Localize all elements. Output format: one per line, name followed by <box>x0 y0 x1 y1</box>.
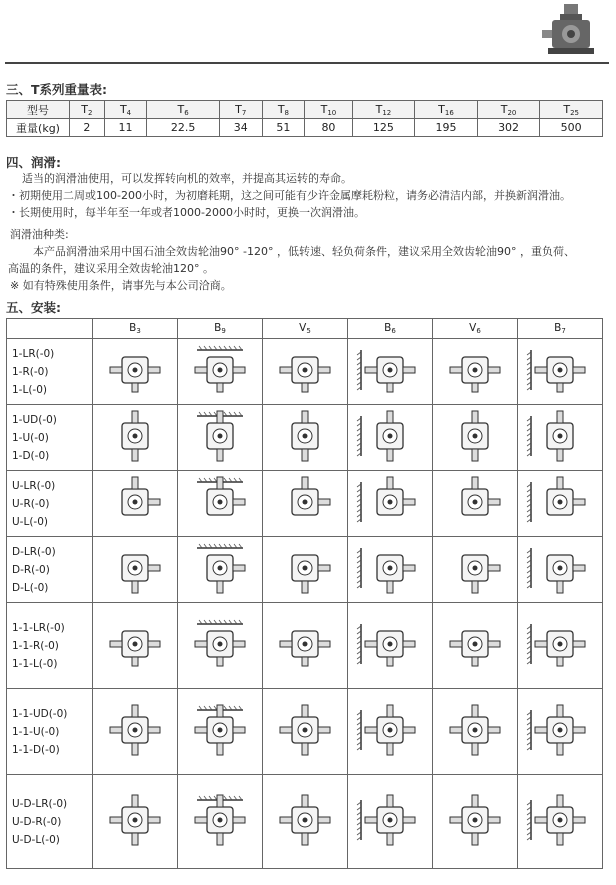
weight-table-weight-row <box>7 119 603 137</box>
mount-diagram-cell <box>93 775 178 869</box>
model-cell: $T_2$ <box>70 101 105 119</box>
mount-diagram-cell <box>93 603 178 689</box>
model-row-label: 型号 <box>7 101 70 119</box>
lubrication-long-term: ・长期使用时，每半年至一年或者1000-2000小时时，更换一次润滑油。 <box>8 206 365 219</box>
mount-diagram-cell <box>178 775 263 869</box>
mount-diagram-cell <box>518 339 603 405</box>
weight-cell: 2 <box>70 119 105 137</box>
gearbox-mount-diagram-icon <box>351 408 429 464</box>
gearbox-mount-diagram-icon <box>96 474 174 530</box>
mount-column-header: $B_7$ <box>518 319 603 339</box>
mount-diagram-cell <box>518 471 603 537</box>
mount-diagram-cell <box>433 603 518 689</box>
installation-row-labels: U-LR(-0) U-R(-0) U-L(-0) <box>7 471 93 537</box>
mount-diagram-cell <box>178 537 263 603</box>
gearbox-mount-diagram-icon <box>436 540 514 596</box>
installation-row-labels: 1-1-LR(-0) 1-1-R(-0) 1-1-L(-0) <box>7 603 93 689</box>
mount-diagram-cell <box>178 405 263 471</box>
gearbox-mount-diagram-icon <box>521 702 599 758</box>
mount-diagram-cell <box>433 689 518 775</box>
weight-cell: 11 <box>104 119 147 137</box>
weight-cell: 22.5 <box>147 119 220 137</box>
installation-row <box>7 775 603 869</box>
section-weight-title: 三、T系列重量表: <box>6 82 108 97</box>
mount-column-header: $B_9$ <box>178 319 263 339</box>
mount-diagram-cell <box>348 405 433 471</box>
installation-row <box>7 537 603 603</box>
gearbox-mount-diagram-icon <box>181 540 259 596</box>
mount-diagram-cell <box>518 537 603 603</box>
gearbox-mount-diagram-icon <box>521 342 599 398</box>
gearbox-mount-diagram-icon <box>96 408 174 464</box>
model-cell: $T_8$ <box>262 101 305 119</box>
installation-row <box>7 405 603 471</box>
gearbox-mount-diagram-icon <box>521 408 599 464</box>
model-cell: $T_4$ <box>104 101 147 119</box>
corner-cell <box>7 319 93 339</box>
mount-diagram-cell <box>348 689 433 775</box>
gearbox-mount-diagram-icon <box>351 702 429 758</box>
gearbox-mount-diagram-icon <box>181 342 259 398</box>
mount-diagram-cell <box>348 537 433 603</box>
gearbox-mount-diagram-icon <box>436 342 514 398</box>
model-cell: $T_{10}$ <box>305 101 352 119</box>
gearbox-mount-diagram-icon <box>436 792 514 848</box>
installation-header-row <box>7 319 603 339</box>
gearbox-mount-diagram-icon <box>351 792 429 848</box>
mount-diagram-cell <box>263 689 348 775</box>
gearbox-mount-diagram-icon <box>436 616 514 672</box>
mount-column-header: $B_3$ <box>93 319 178 339</box>
lubrication-intro: 适当的润滑油使用，可以发挥转向机的效率，并提高其运转的寿命。 <box>22 172 352 185</box>
mount-diagram-cell <box>263 339 348 405</box>
model-cell: $T_{20}$ <box>477 101 540 119</box>
mount-column-header: $B_6$ <box>348 319 433 339</box>
model-cell: $T_{16}$ <box>415 101 478 119</box>
mount-diagram-cell <box>178 471 263 537</box>
gearbox-mount-diagram-icon <box>521 474 599 530</box>
installation-row-labels: U-D-LR(-0) U-D-R(-0) U-D-L(-0) <box>7 775 93 869</box>
gearbox-mount-diagram-icon <box>181 702 259 758</box>
weight-cell: 195 <box>415 119 478 137</box>
mount-diagram-cell <box>433 405 518 471</box>
mount-diagram-cell <box>518 405 603 471</box>
installation-row <box>7 339 603 405</box>
model-cell: $T_6$ <box>147 101 220 119</box>
installation-row <box>7 603 603 689</box>
mount-diagram-cell <box>348 775 433 869</box>
mount-column-header: $V_5$ <box>263 319 348 339</box>
weight-table-model-row <box>7 101 603 119</box>
mount-diagram-cell <box>263 775 348 869</box>
gearbox-mount-diagram-icon <box>351 616 429 672</box>
mount-diagram-cell <box>433 775 518 869</box>
mount-diagram-cell <box>518 775 603 869</box>
header-rule <box>5 62 609 64</box>
special-conditions-note: ※ 如有特殊使用条件，请事先与本公司洽商。 <box>10 279 232 292</box>
installation-row-labels: 1-UD(-0) 1-U(-0) 1-D(-0) <box>7 405 93 471</box>
weight-table <box>6 100 603 137</box>
mount-diagram-cell <box>93 689 178 775</box>
gearbox-mount-diagram-icon <box>96 342 174 398</box>
gearbox-mount-diagram-icon <box>351 474 429 530</box>
mount-diagram-cell <box>93 339 178 405</box>
mount-column-header: $V_6$ <box>433 319 518 339</box>
mount-diagram-cell <box>263 471 348 537</box>
gearbox-mount-diagram-icon <box>521 540 599 596</box>
weight-row-label: 重量(kg) <box>7 119 70 137</box>
gearbox-mount-diagram-icon <box>96 616 174 672</box>
mount-diagram-cell <box>348 603 433 689</box>
mount-diagram-cell <box>263 603 348 689</box>
oil-type-title: 润滑油种类: <box>10 228 69 241</box>
weight-cell: 51 <box>262 119 305 137</box>
gearbox-mount-diagram-icon <box>181 408 259 464</box>
gearbox-mount-diagram-icon <box>96 702 174 758</box>
mount-diagram-cell <box>348 339 433 405</box>
gearbox-mount-diagram-icon <box>181 792 259 848</box>
gearbox-mount-diagram-icon <box>96 792 174 848</box>
gearbox-mount-diagram-icon <box>266 616 344 672</box>
mount-diagram-cell <box>433 339 518 405</box>
gearbox-mount-diagram-icon <box>266 474 344 530</box>
lubrication-initial-use: ・初期使用二周或100-200小时，为初磨耗期，这之间可能有少许金属摩耗粉粒，请务必清洁内部，并换新润滑油。 <box>8 189 571 202</box>
gearbox-mount-diagram-icon <box>351 342 429 398</box>
installation-row-labels: 1-1-UD(-0) 1-1-U(-0) 1-1-D(-0) <box>7 689 93 775</box>
weight-cell: 80 <box>305 119 352 137</box>
gearbox-mount-diagram-icon <box>181 474 259 530</box>
gearbox-mount-diagram-icon <box>436 408 514 464</box>
installation-row-labels: D-LR(-0) D-R(-0) D-L(-0) <box>7 537 93 603</box>
gearbox-mount-diagram-icon <box>521 616 599 672</box>
mount-diagram-cell <box>93 405 178 471</box>
section-lubrication-title: 四、润滑: <box>6 155 61 170</box>
mount-diagram-cell <box>263 405 348 471</box>
mount-diagram-cell <box>433 471 518 537</box>
mount-diagram-cell <box>433 537 518 603</box>
mount-diagram-cell <box>178 603 263 689</box>
weight-cell: 125 <box>352 119 415 137</box>
gearbox-mount-diagram-icon <box>266 792 344 848</box>
model-cell: $T_7$ <box>219 101 262 119</box>
installation-table <box>6 318 603 869</box>
oil-type-line2: 高温的条件，建议采用全效齿轮油120° 。 <box>8 262 214 275</box>
mount-diagram-cell <box>518 689 603 775</box>
mount-diagram-cell <box>93 471 178 537</box>
gearbox-mount-diagram-icon <box>266 408 344 464</box>
gearbox-mount-diagram-icon <box>266 540 344 596</box>
gearbox-mount-diagram-icon <box>266 342 344 398</box>
installation-row <box>7 471 603 537</box>
weight-cell: 34 <box>219 119 262 137</box>
gearbox-logo-icon <box>540 2 602 58</box>
mount-diagram-cell <box>348 471 433 537</box>
installation-row-labels: 1-LR(-0) 1-R(-0) 1-L(-0) <box>7 339 93 405</box>
gearbox-mount-diagram-icon <box>96 540 174 596</box>
gearbox-mount-diagram-icon <box>521 792 599 848</box>
mount-diagram-cell <box>93 537 178 603</box>
gearbox-mount-diagram-icon <box>436 474 514 530</box>
gearbox-mount-diagram-icon <box>181 616 259 672</box>
installation-row <box>7 689 603 775</box>
mount-diagram-cell <box>263 537 348 603</box>
model-cell: $T_{25}$ <box>540 101 603 119</box>
gearbox-mount-diagram-icon <box>436 702 514 758</box>
section-installation-title: 五、安装: <box>6 300 61 315</box>
mount-diagram-cell <box>178 339 263 405</box>
gearbox-mount-diagram-icon <box>266 702 344 758</box>
weight-cell: 302 <box>477 119 540 137</box>
model-cell: $T_{12}$ <box>352 101 415 119</box>
mount-diagram-cell <box>178 689 263 775</box>
weight-cell: 500 <box>540 119 603 137</box>
mount-diagram-cell <box>518 603 603 689</box>
oil-type-line1: 本产品润滑油采用中国石油全效齿轮油90° -120° ，低转速、轻负荷条件，建议采用全效齿轮油90° ，重负荷、 <box>33 245 575 258</box>
gearbox-mount-diagram-icon <box>351 540 429 596</box>
